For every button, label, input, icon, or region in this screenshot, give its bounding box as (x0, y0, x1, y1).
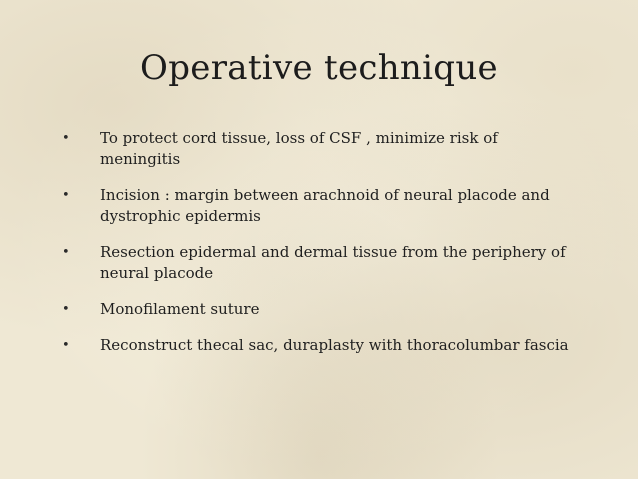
bullet-item (62, 335, 582, 356)
bullet-point-icon: • (62, 245, 70, 260)
bullet-item (62, 185, 582, 227)
bullet-item (62, 242, 582, 284)
bullet-list (62, 128, 582, 371)
bullet-point-icon: • (62, 302, 70, 317)
bullet-text: To protect cord tissue, loss of CSF , minimize risk of meningitis (100, 129, 498, 168)
bullet-point-icon: • (62, 338, 70, 353)
slide-title: Operative technique (140, 48, 498, 88)
bullet-text: Reconstruct thecal sac, duraplasty with thoracolumbar fascia (100, 336, 569, 354)
bullet-item (62, 128, 582, 170)
bullet-text: Incision : margin between arachnoid of neural placode and dystrophic epidermis (100, 186, 550, 225)
bullet-item (62, 299, 582, 320)
bullet-text: Resection epidermal and dermal tissue from the periphery of neural placode (100, 243, 566, 282)
bullet-point-icon: • (62, 131, 70, 146)
bullet-point-icon: • (62, 188, 70, 203)
bullet-text: Monofilament suture (100, 300, 260, 318)
